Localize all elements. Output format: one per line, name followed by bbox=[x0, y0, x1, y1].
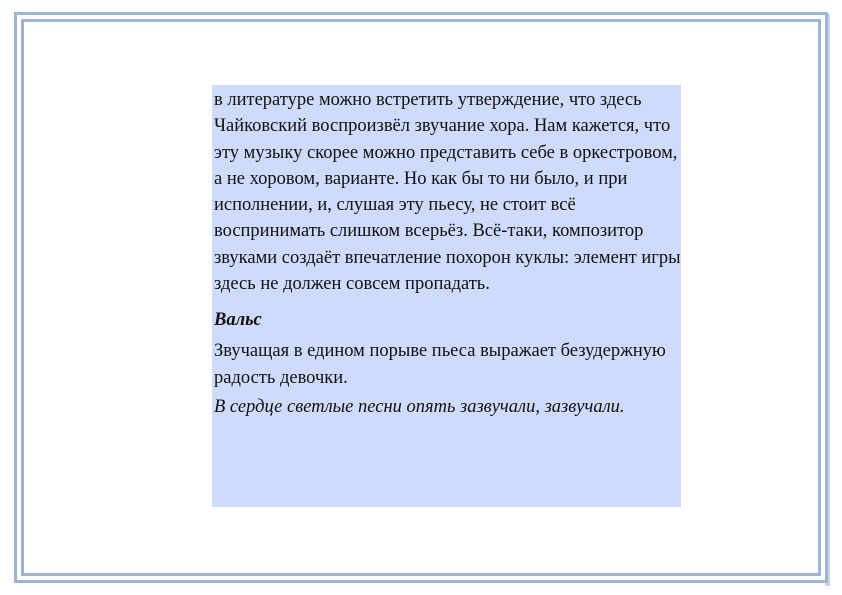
waltz-paragraph: Звучащая в едином порыве пьеса выражает безудержную радость девочки. bbox=[214, 341, 666, 388]
text-box bbox=[212, 85, 681, 507]
main-paragraph: в литературе можно встретить утверждение, что здесь Чайковский воспроизвёл звучание хора. Нам кажется, что эту музыку скорее можно представить себе в оркестровом, а не хоровом, варианте. Но как бы то ни было, и при исполнении, и, слушая эту пьесу, не стоит всё воспринимать слишком всерьёз. Всё-таки, композитор звуками создаёт впечатление похорон куклы: элемент игры здесь не должен совсем пропадать. bbox=[214, 90, 681, 295]
song-quote: В сердце светлые песни опять зазвучали, зазвучали. bbox=[214, 396, 625, 417]
section-heading-waltz: Вальс bbox=[214, 310, 262, 331]
